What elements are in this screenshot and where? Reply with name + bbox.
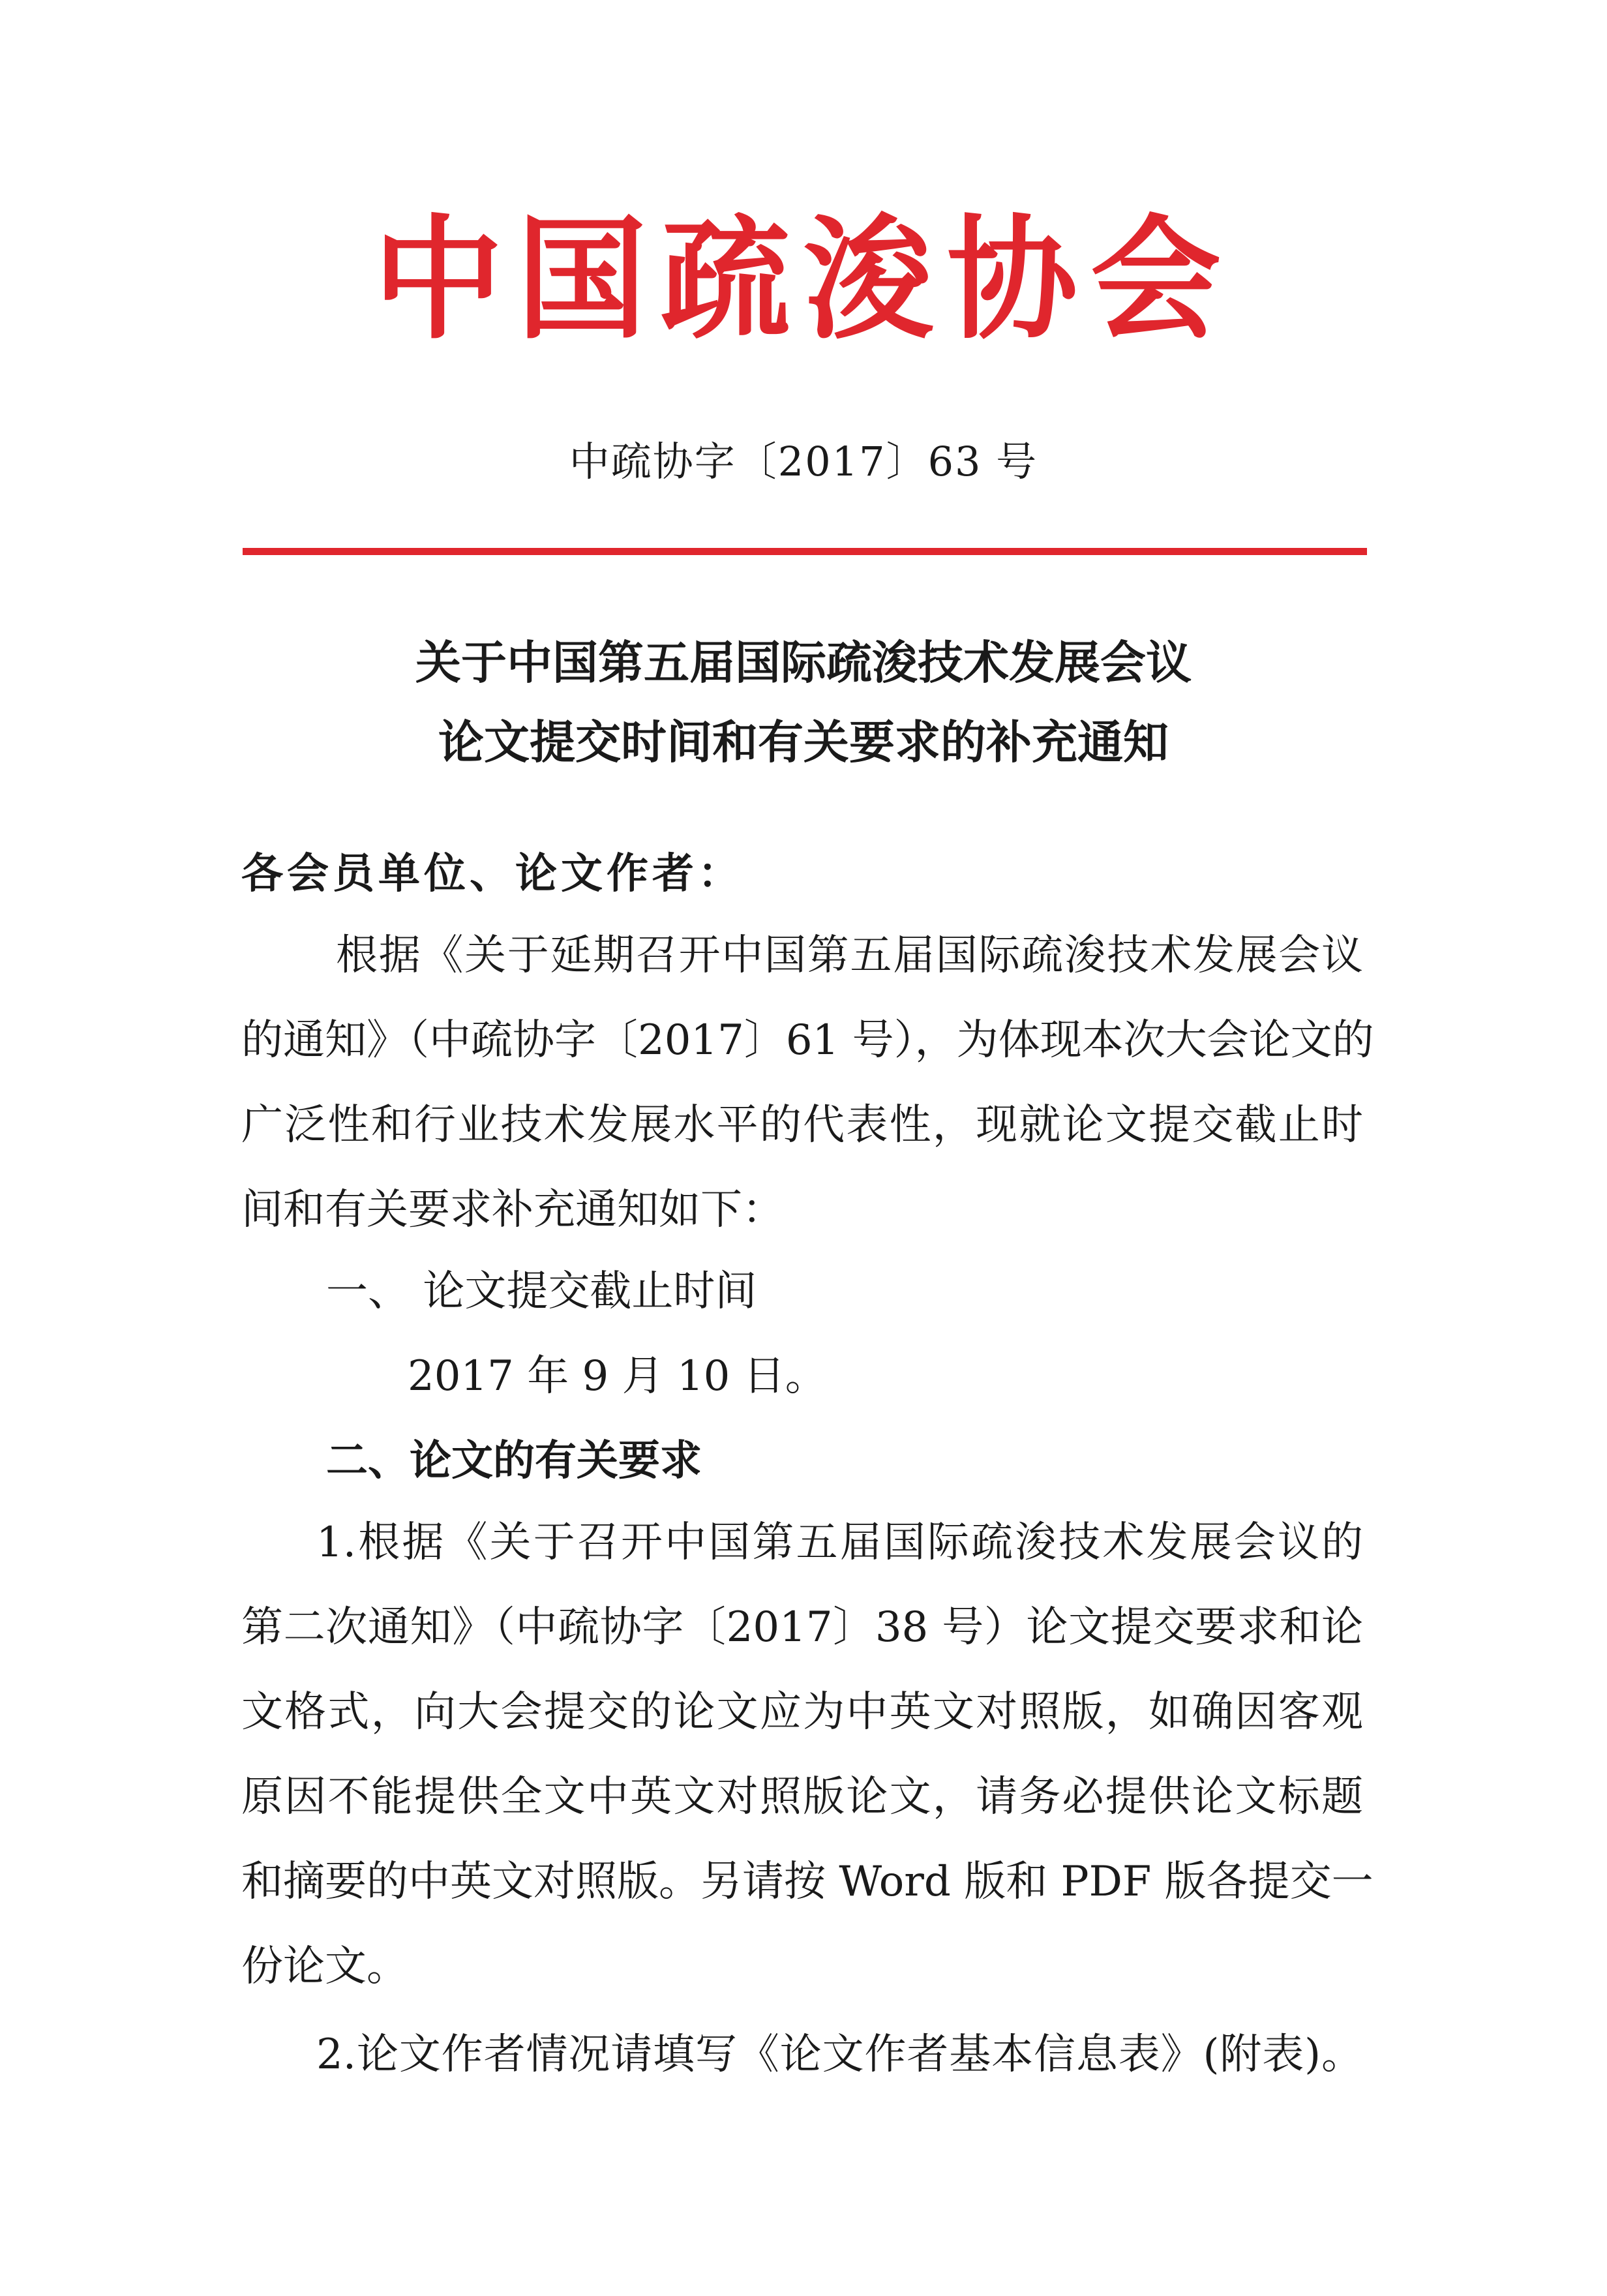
paragraph1-line-2: 的通知》（中疏协字〔2017〕61 号），为体现本次大会论文的 (241, 1016, 1374, 1065)
paragraph1-line-1: 根据《关于延期召开中国第五届国际疏浚技术发展会议 (336, 931, 1363, 980)
section2-item2: 2.论文作者情况请填写《论文作者基本信息表》(附表)。 (316, 2031, 1363, 2079)
section2-item1-line-2: 第二次通知》（中疏协字〔2017〕38 号）论文提交要求和论 (241, 1603, 1363, 1652)
section2-item1-line-6: 份论文。 (241, 1942, 408, 1991)
salutation: 各会员单位、论文作者： (241, 849, 743, 898)
section2-item1-line-5: 和摘要的中英文对照版。另请按 Word 版和 PDF 版各提交一 (241, 1858, 1374, 1906)
document-title (0, 623, 1607, 782)
paragraph1-line-4: 间和有关要求补充通知如下： (241, 1186, 784, 1234)
section2-heading: 二、论文的有关要求 (326, 1436, 702, 1485)
section1-deadline: 2017 年 9 月 10 日。 (408, 1352, 827, 1400)
title-line-1: 关于中国第五届国际疏浚技术发展会议 (415, 636, 1192, 689)
section2-item1-line-4: 原因不能提供全文中英文对照版论文，请务必提供论文标题 (241, 1773, 1363, 1821)
section2-item1-line-1: 1.根据《关于召开中国第五届国际疏浚技术发展会议的 (316, 1518, 1363, 1567)
document-number: 中疏协字〔2017〕63 号 (569, 438, 1038, 485)
section1-heading: 一、 论文提交截止时间 (326, 1267, 757, 1316)
org-letterhead: 中国疏浚协会 (372, 202, 1234, 358)
section2-item1-line-3: 文格式，向大会提交的论文应为中英文对照版，如确因客观 (241, 1688, 1363, 1736)
paragraph1-line-3: 广泛性和行业技术发展水平的代表性，现就论文提交截止时 (241, 1101, 1363, 1149)
title-line-2: 论文提交时间和有关要求的补充通知 (438, 716, 1169, 769)
red-divider-line (243, 548, 1367, 555)
